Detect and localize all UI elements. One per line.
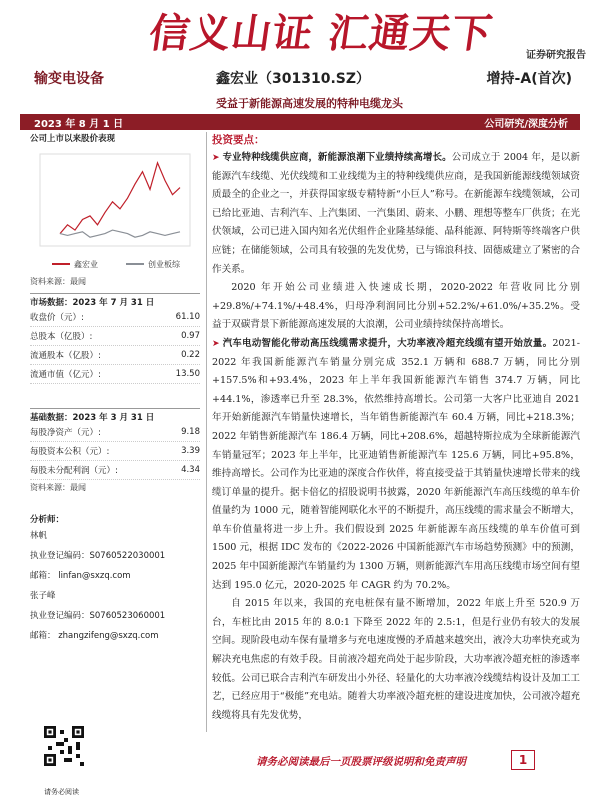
basic-data-list: [30, 423, 200, 480]
kv-label: 流通市值（亿元）:: [30, 370, 101, 380]
paragraph-3: [212, 335, 580, 595]
kv-label: 总股本（亿股）:: [30, 332, 93, 342]
basic-data-title: 基础数据：2023 年 3 月 31 日: [30, 408, 200, 423]
rating-label: 增持-A(首次): [486, 71, 572, 87]
kv-value: 0.97: [181, 331, 200, 341]
analyst-label: 分析师：: [30, 515, 65, 525]
section-title: 投资要点：: [212, 134, 265, 146]
analyst-name: 林帆: [30, 531, 48, 541]
analyst-email[interactable]: 邮箱： zhangzifeng@sxzq.com: [30, 631, 159, 641]
paragraph-4: 自 2015 年以来，我国的充电桩保有量不断增加，2022 年底上升至 520.9 万台，车桩比由 2015 年的 8.0:1 下降至 2022 年的 2.5:1，但是行业仍有较大的发展空间。现阶段电动车保有量增多与充电速度慢的矛盾越来越突出，液冷大功率快充或为解决充电焦虑的有效手段。目前液冷超充尚处于起步阶段，大功率液冷超充桩的渗透率较低。公司已联合吉利汽车研发出小外径、轻量化的大功率液冷线缆结构设计及加工工艺，已经应用于“极能”充电站。随着大功率液冷超充桩的建设进度加快，公司液冷超充线缆将具有先发优势，: [212, 598, 580, 721]
report-tag: 证券研究报告: [526, 50, 586, 61]
market-row: [30, 365, 200, 384]
legend-label-1: 创业板综: [148, 260, 180, 269]
market-data-list: [30, 308, 200, 384]
masthead: [0, 0, 600, 68]
analyst-cert: 执业登记编码：S0760522030001: [30, 551, 166, 561]
arrow-bullet-icon: ➤: [212, 153, 223, 163]
kv-label: 每股未分配利润（元）:: [30, 466, 118, 476]
basic-source: 资料来源：最闻: [30, 483, 86, 492]
analyst-cert: 执业登记编码：S0760523060001: [30, 611, 166, 621]
slogan: 信义山证 汇通天下: [146, 10, 496, 57]
kv-value: 4.34: [181, 465, 200, 475]
legend-label-0: 鑫宏业: [74, 260, 98, 269]
kv-value: 61.10: [175, 312, 200, 322]
report-date: 2023 年 8 月 1 日: [34, 119, 124, 130]
paragraph-1-body: 公司成立于 2004 年，是以新能源汽车线缆、光伏线缆和工业线缆为主的特种线缆供应商，是我国新能源线缆领域资质最全的企业之一，并获得国家级专精特新“小巨人”称号。在新能源车线缆领域，公司已给比亚迪、吉利汽车、上汽集团、一汽集团、蔚来、小鹏、理想等整车厂供货；在光伏领域，公司已进入国内知名光伏组件企业隆基绿能、晶科能源、阿特斯等终端客户供应链；在储能领域，公司具有较强的先发优势，已与锦浪科技、固德威建立了紧密的合作关系。: [212, 152, 580, 275]
column-divider: [206, 132, 207, 732]
footer-disclaimer: 请务必阅读最后一页股票评级说明和免责声明: [256, 756, 466, 768]
kv-value: 3.39: [181, 446, 200, 456]
paragraph-1: [212, 149, 580, 279]
arrow-bullet-icon: ➤: [212, 338, 223, 349]
analyst-email[interactable]: 邮箱： linfan@sxzq.com: [30, 571, 131, 581]
title-row: [20, 66, 580, 90]
price-chart: [30, 146, 198, 274]
kv-value: 0.22: [181, 350, 200, 360]
paragraph-2: 2020 年开始公司业绩进入快速成长期，2020-2022 年营收同比分别+29.8%/+74.1%/+48.4%，归母净利润同比分别+52.2%/+61.0%/+35.2%。受益于双碳背景下新能源高速发展的大浪潮，公司业绩持续保持高增长。: [212, 282, 580, 331]
analyst-list: [30, 525, 200, 645]
basic-row: [30, 423, 200, 442]
market-data-title: 市场数据：2023 年 7 月 31 日: [30, 293, 200, 308]
price-chart-svg: [30, 146, 198, 274]
paragraph-1-lead: 专业特种线缆供应商，新能源浪潮下业绩持续高增长。: [222, 152, 452, 163]
series-line-1: [60, 230, 180, 237]
qr-caption: 请务必阅读: [44, 788, 79, 796]
qr-code-icon[interactable]: [44, 726, 84, 766]
market-row: [30, 327, 200, 346]
basic-row: [30, 442, 200, 461]
left-sidebar: [30, 132, 200, 645]
basic-row: [30, 461, 200, 480]
market-row: [30, 308, 200, 327]
chart-frame: [40, 154, 190, 246]
main-content: [212, 132, 580, 725]
kv-label: 收盘价（元）:: [30, 313, 84, 323]
page-number: 1: [511, 750, 535, 770]
report-type: 公司研究/深度分析: [484, 119, 568, 130]
report-subtitle: 受益于新能源高速发展的特种电缆龙头: [216, 97, 403, 110]
kv-label: 每股资本公积（元）:: [30, 447, 110, 457]
paragraph-3-lead: 汽车电动智能化带动高压线缆需求提升，大功率液冷超充线缆有望开始放量。: [222, 337, 553, 349]
series-line-0: [60, 163, 180, 234]
kv-label: 每股净资产（元）:: [30, 428, 101, 438]
kv-value: 13.50: [175, 369, 200, 379]
chart-heading: 公司上市以来股价表现: [30, 134, 116, 144]
analyst-name: 张子峰: [30, 591, 56, 601]
kv-value: 9.18: [181, 427, 200, 437]
chart-source: 资料来源：最闻: [30, 277, 86, 286]
sector-label: 输变电设备: [34, 71, 104, 87]
date-bar: [20, 114, 580, 130]
kv-label: 流通股本（亿股）:: [30, 351, 101, 361]
market-row: [30, 346, 200, 365]
paragraph-3-body: 2021-2022 年我国新能源汽车销量分别完成 352.1 万辆和 688.7 万辆，同比分别+157.5%和+93.4%，2023 年上半年我国新能源汽车销售 374.7 万辆，同比+44.1%，渗透率已升至 28.3%，依然维持高增长。公司第一大客户比亚迪自 2021 年开始新能源汽车销量快速增长，当年销售新能源汽车 60.4 万辆，同比+218.3%；2022 年销售新能源汽车 186.4 万辆，同比+208.6%，超越特斯拉成为全球新能源汽车销量冠军；2023 年上半年，比亚迪销售新能源汽车 125.6 万辆，同比+95.8%，维持高增长。公司作为比亚迪的深度合作伙伴，将直接受益于其销量快速增长带来的线缆订单量的提升。据卡倍亿的招股说明书披露，2020 年新能源汽车高压线缆的单车价值量约为 1000 元，随着智能网联化水平的不断提升，高压线缆的需求量会不断增大，单车价值量将进一步上升。我们假设到 2025 年新能源车高压线缆的单车价值可到 1500 元，根据 IDC 发布的《2022-2026 中国新能源汽车市场趋势预测》中的预测，2025 年中国新能源汽车销量约为 1300 万辆，则新能源汽车用高压线缆市场空间有望达到 195.0 亿元，2020-2025 年 CAGR 约为 70.2%。: [212, 337, 580, 591]
company-name: 鑫宏业（301310.SZ）: [216, 71, 370, 87]
